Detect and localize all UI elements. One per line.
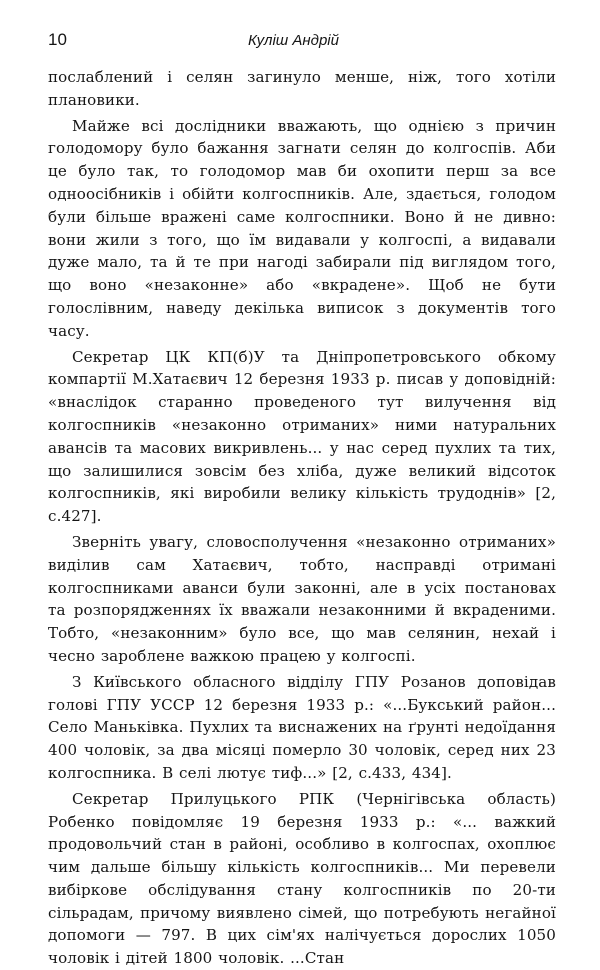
paragraph: Секретар ЦК КП(б)У та Дніпропетровського обкому компартії М.Хатаєвич 12 березня 1933 р. писав у доповідній: «внаслідок старанно проведеного тут вилучення від колгоспників «незаконно отриманих» ними натуральних авансів та масових викривлень... у нас серед пухлих та тих, що залишилися зовсім без хліба, дуже великий відсоток колгоспників, які виробили велику кількість трудоднів» [2, с.427]. — [48, 347, 556, 526]
paragraph-continued: послаблений і селян загинуло менше, ніж, того хотіли плановики. — [48, 68, 556, 109]
body-text — [48, 66, 556, 970]
paragraph: Зверніть увагу, словосполучення «незаконно отриманих» виділив сам Хатаєвич, тобто, насправді отримані колгоспниками аванси були законні, але в усіх постановах та розпорядженнях їх вважали незаконними й вкраденими. Тобто, «незаконним» було все, що мав селянин, нехай і чесно зароблене важкою працею у колгоспі. — [48, 532, 556, 665]
running-title-author: Куліш Андрій — [248, 32, 339, 49]
paragraph: З Київського обласного відділу ГПУ Розанов доповідав голові ГПУ УССР 12 березня 1933 р.: «...Букський район... Село Маньківка. Пухлих та виснажених на ґрунті недоїдання 400 чоловік, за два місяці померло 30 чоловік, серед них 23 колгоспника. В селі лютує тиф...» [2, с.433, 434]. — [48, 672, 556, 782]
paragraph: Секретар Прилуцького РПК (Чернігівська область) Робенко повідомляє 19 березня 1933 р.: «... важкий продовольчий стан в районі, особливо в колгоспах, охоплює чим дальше більшу кількість колгоспників... Ми перевели вибіркове обслідування стану колгоспників по 20-ти сільрадам, причому виявлено сімей, що потребують негайної допомоги — 797. В цих сім'ях налічується дорослих 1050 чоловік і дітей 1800 чоловік. ...Стан — [48, 789, 556, 968]
page-number: 10 — [48, 30, 67, 49]
paragraph: Майже всі дослідники вважають, що однією з причин голодомору було бажання загнати селян до колгоспів. Аби це було так, то голодомор мав би охопити перш за все одноосібників і обійти колгоспників. Але, здається, голодом були більше вражені саме колгоспники. Воно й не дивно: вони жили з того, що їм видавали у колгоспі, а видавали дуже мало, та й те при нагоді забирали під виглядом того, що воно «незаконне» або «вкрадене». Щоб не бути голослівним, наведу декілька виписок з документів того часу. — [48, 116, 556, 340]
page-header — [48, 30, 556, 62]
